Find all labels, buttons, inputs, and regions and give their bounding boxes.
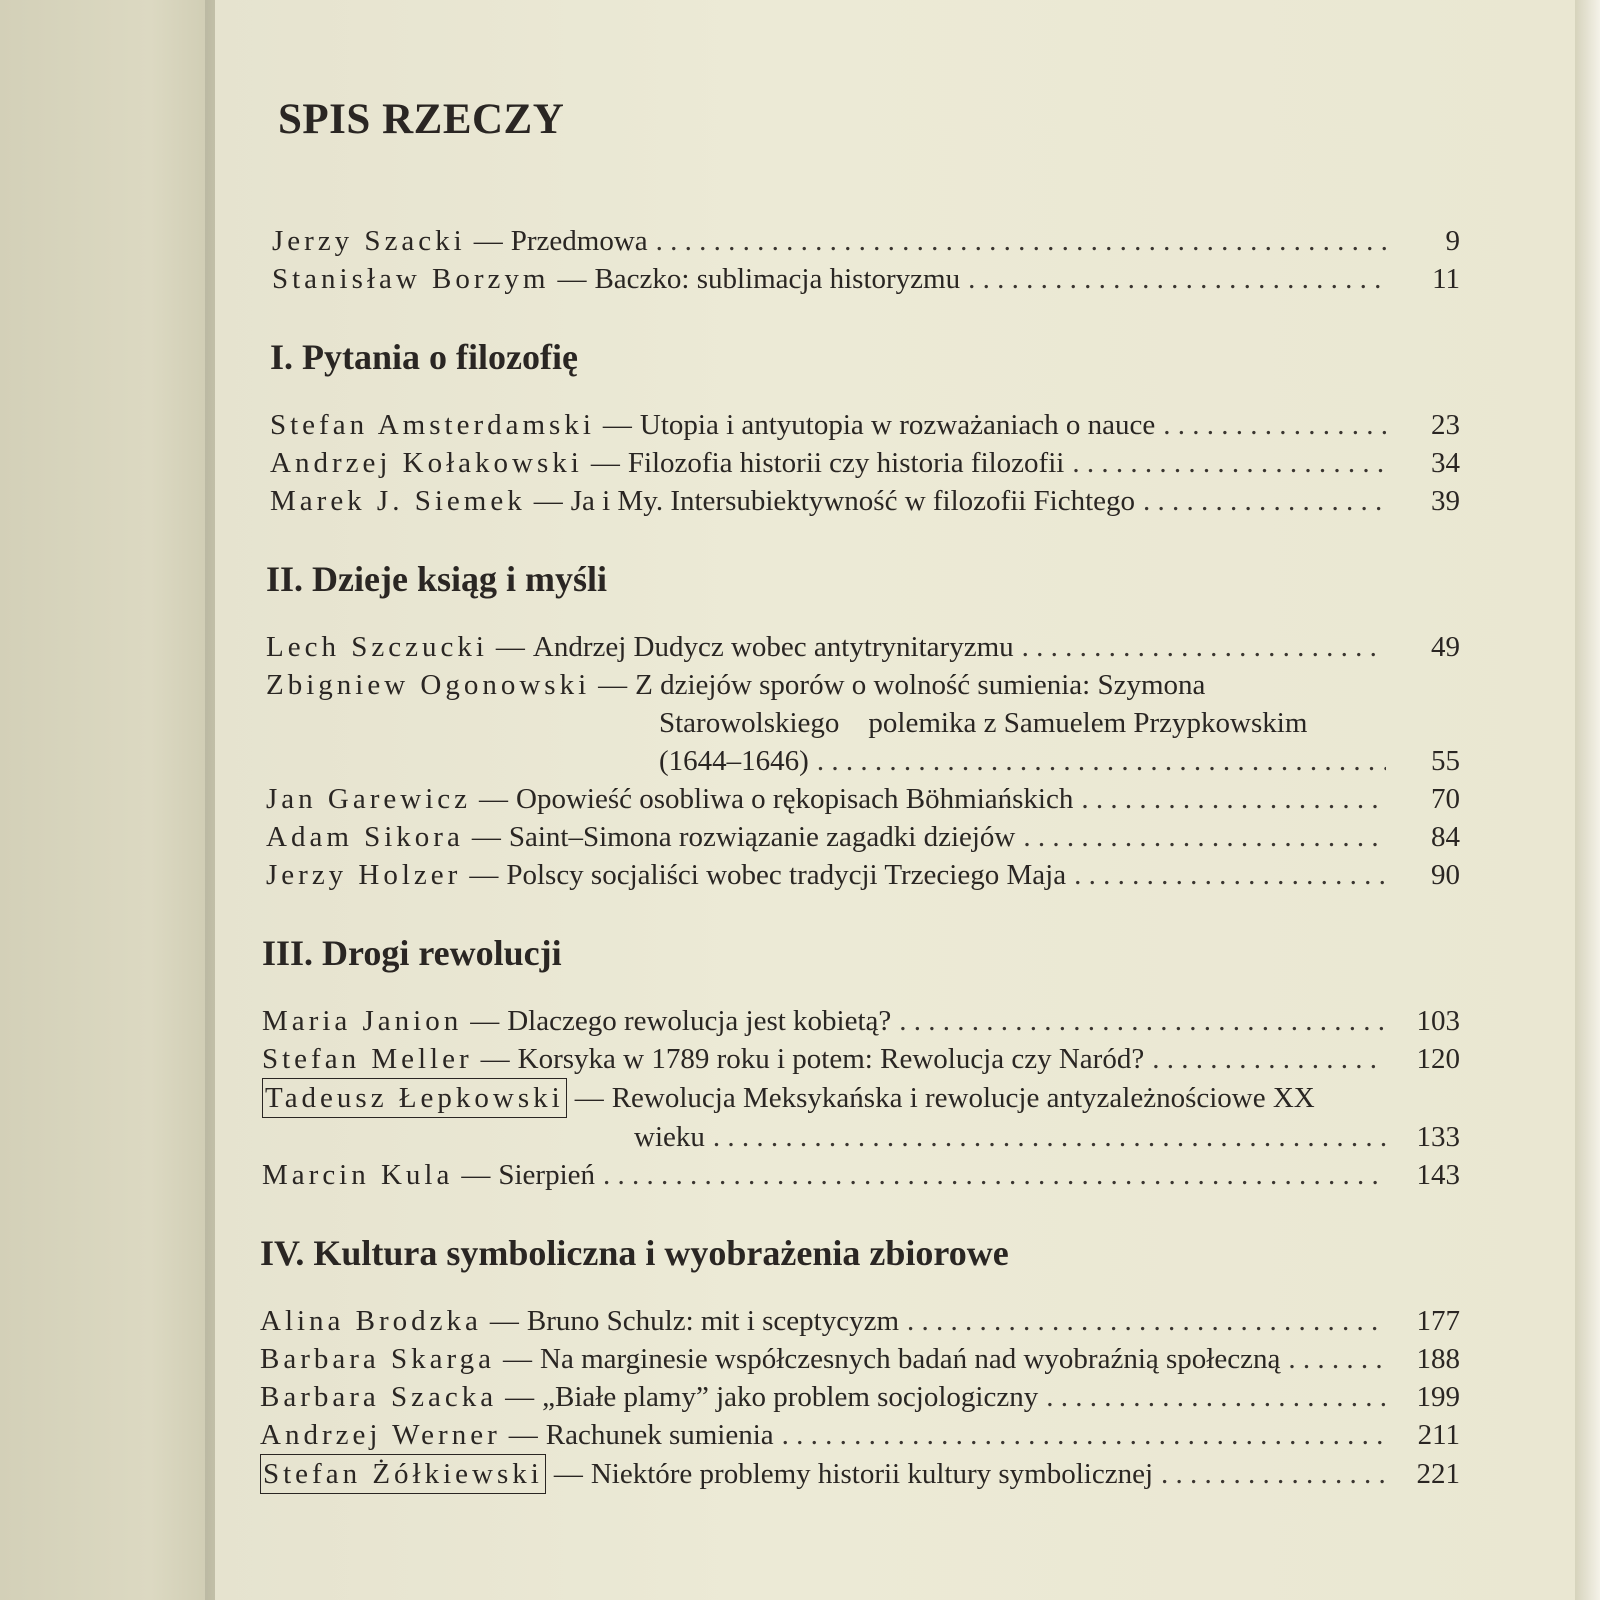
toc-entry (270, 406, 1460, 444)
entry-dash: — (602, 409, 632, 441)
dot-leader (1022, 628, 1386, 666)
section-1 (270, 336, 1460, 520)
toc-entry (266, 780, 1460, 818)
entry-title: Sierpień (498, 1159, 596, 1191)
entry-author: Jan Garewicz (266, 783, 471, 815)
entry-author: Stanisław Borzym (272, 263, 550, 295)
section-heading: II. Dzieje ksiąg i myśli (266, 559, 607, 599)
entry-title: Bruno Schulz: mit i sceptycyzm (526, 1305, 900, 1337)
entry-author: Andrzej Werner (260, 1419, 501, 1451)
toc-entry (266, 666, 1460, 780)
entry-title: Rewolucja Meksykańska i rewolucje antyzależnościowe XX (611, 1082, 1315, 1114)
entry-title: Andrzej Dudycz wobec antytrynitaryzmu (532, 631, 1014, 663)
toc-entry (262, 1078, 1460, 1156)
section-heading: III. Drogi rewolucji (262, 933, 562, 973)
entry-dash: — (598, 669, 628, 701)
dot-leader (1081, 780, 1386, 818)
entry-title: Baczko: sublimacja historyzmu (594, 263, 961, 295)
page-title: SPIS RZECZY (278, 96, 565, 143)
entry-page: 177 (1416, 1305, 1460, 1337)
toc-entry (272, 260, 1460, 298)
entry-page: 70 (1431, 783, 1460, 815)
entry-author: Zbigniew Ogonowski (266, 669, 591, 701)
entry-dash: — (590, 447, 620, 479)
entry-title-continued: Starowolskiego polemika z Samuelem Przypkowskim (659, 707, 1308, 739)
entry-author: Jerzy Szacki (272, 225, 466, 257)
entry-page: 221 (1416, 1458, 1460, 1490)
entry-page: 34 (1431, 447, 1460, 479)
dot-leader (782, 1416, 1386, 1454)
dot-leader (968, 260, 1386, 298)
entry-title: Saint–Simona rozwiązanie zagadki dziejów (508, 821, 1016, 853)
toc-entry (260, 1302, 1460, 1340)
front-matter (272, 222, 1460, 298)
dot-leader (1143, 482, 1386, 520)
entry-title: Korsyka w 1789 roku i potem: Rewolucja czy Naród? (517, 1043, 1145, 1075)
table-of-contents (260, 95, 1460, 1494)
toc-entry (260, 1416, 1460, 1454)
entry-dash: — (557, 263, 587, 295)
entry-author: Andrzej Kołakowski (270, 447, 583, 479)
entry-dash: — (489, 1305, 519, 1337)
entry-title: Utopia i antyutopia w rozważaniach o nauce (639, 409, 1156, 441)
entry-dash: — (461, 1159, 491, 1191)
dot-leader (1046, 1378, 1386, 1416)
toc-entry (270, 482, 1460, 520)
toc-entry (270, 444, 1460, 482)
section-3 (262, 932, 1460, 1194)
toc-entry (262, 1002, 1460, 1040)
entry-author: Stefan Amsterdamski (270, 409, 595, 441)
entry-author-boxed: Tadeusz Łepkowski (262, 1078, 567, 1118)
entry-page: 188 (1416, 1343, 1460, 1375)
entry-dash: — (574, 1082, 604, 1114)
entry-dash: — (471, 821, 501, 853)
entry-author: Barbara Szacka (260, 1381, 498, 1413)
dot-leader (1074, 856, 1386, 894)
entry-dash: — (503, 1343, 533, 1375)
toc-entry (260, 1378, 1460, 1416)
toc-entry (262, 1156, 1460, 1194)
entry-dash: — (553, 1458, 583, 1490)
entry-author: Adam Sikora (266, 821, 464, 853)
entry-title: Przedmowa (510, 225, 648, 257)
entry-title: Dlaczego rewolucja jest kobietą? (507, 1005, 892, 1037)
entry-author: Lech Szczucki (266, 631, 488, 663)
entry-page: 84 (1431, 821, 1460, 853)
entry-page: 133 (1416, 1121, 1460, 1153)
entry-dash: — (469, 859, 499, 891)
entry-author: Jerzy Holzer (266, 859, 462, 891)
entry-page: 9 (1445, 225, 1460, 257)
entry-page: 199 (1416, 1381, 1460, 1413)
entry-dash: — (495, 631, 525, 663)
entry-page: 120 (1416, 1043, 1460, 1075)
entry-dash: — (505, 1381, 535, 1413)
toc-entry (266, 856, 1460, 894)
entry-author: Marcin Kula (262, 1159, 454, 1191)
dot-leader (1152, 1040, 1386, 1078)
entry-author: Marek J. Siemek (270, 485, 526, 517)
entry-author-boxed: Stefan Żółkiewski (260, 1454, 546, 1494)
entry-author: Stefan Meller (262, 1043, 473, 1075)
entry-title: „Białe plamy” jako problem socjologiczny (542, 1381, 1039, 1413)
entry-page: 143 (1416, 1159, 1460, 1191)
entry-title: Opowieść osobliwa o rękopisach Böhmiańskich (516, 783, 1074, 815)
toc-entry (266, 628, 1460, 666)
entry-dash: — (508, 1419, 538, 1451)
dot-leader (713, 1118, 1386, 1156)
section-heading: I. Pytania o filozofię (270, 337, 578, 377)
entry-title: Z dziejów sporów o wolność sumienia: Szymona (635, 669, 1206, 701)
entry-dash: — (479, 783, 508, 815)
entry-page: 39 (1431, 485, 1460, 517)
entry-title: Rachunek sumienia (545, 1419, 774, 1451)
entry-title: Na marginesie współczesnych badań nad wyobraźnią społeczną (540, 1343, 1281, 1375)
dot-leader (899, 1002, 1386, 1040)
entry-page: 103 (1416, 1005, 1460, 1037)
toc-entry (266, 818, 1460, 856)
toc-entry (262, 1040, 1460, 1078)
dot-leader (817, 742, 1386, 780)
dot-leader (1161, 1455, 1386, 1493)
entry-page: 23 (1431, 409, 1460, 441)
entry-page: 11 (1432, 263, 1460, 295)
facing-page (0, 0, 215, 1600)
dot-leader (603, 1156, 1386, 1194)
dot-leader (1163, 406, 1386, 444)
section-2 (266, 558, 1460, 894)
entry-dash: — (470, 1005, 500, 1037)
entry-title-continued: (1644–1646) (659, 745, 809, 777)
toc-entry (260, 1454, 1460, 1494)
entry-page: 55 (1431, 745, 1460, 777)
entry-title: Niektóre problemy historii kultury symbolicznej (590, 1458, 1154, 1490)
section-4 (260, 1232, 1460, 1494)
toc-entry (272, 222, 1460, 260)
page-edge (1575, 0, 1600, 1600)
entry-title: Polscy socjaliści wobec tradycji Trzeciego Maja (506, 859, 1067, 891)
entry-author: Alina Brodzka (260, 1305, 482, 1337)
entry-dash: — (533, 485, 563, 517)
entry-dash: — (473, 225, 503, 257)
entry-title: Ja i My. Intersubiektywność w filozofii Fichtego (570, 485, 1136, 517)
section-heading: IV. Kultura symboliczna i wyobrażenia zbiorowe (260, 1233, 1009, 1273)
entry-title: Filozofia historii czy historia filozofii (627, 447, 1065, 479)
entry-page: 211 (1417, 1419, 1460, 1451)
entry-author: Barbara Skarga (260, 1343, 496, 1375)
dot-leader (907, 1302, 1386, 1340)
dot-leader (1072, 444, 1386, 482)
dot-leader (656, 222, 1386, 260)
entry-author: Maria Janion (262, 1005, 463, 1037)
entry-page: 49 (1431, 631, 1460, 663)
entry-title-continued: wieku (634, 1121, 705, 1153)
dot-leader (1288, 1340, 1386, 1378)
toc-entry (260, 1340, 1460, 1378)
entry-dash: — (480, 1043, 510, 1075)
dot-leader (1023, 818, 1386, 856)
entry-page: 90 (1431, 859, 1460, 891)
